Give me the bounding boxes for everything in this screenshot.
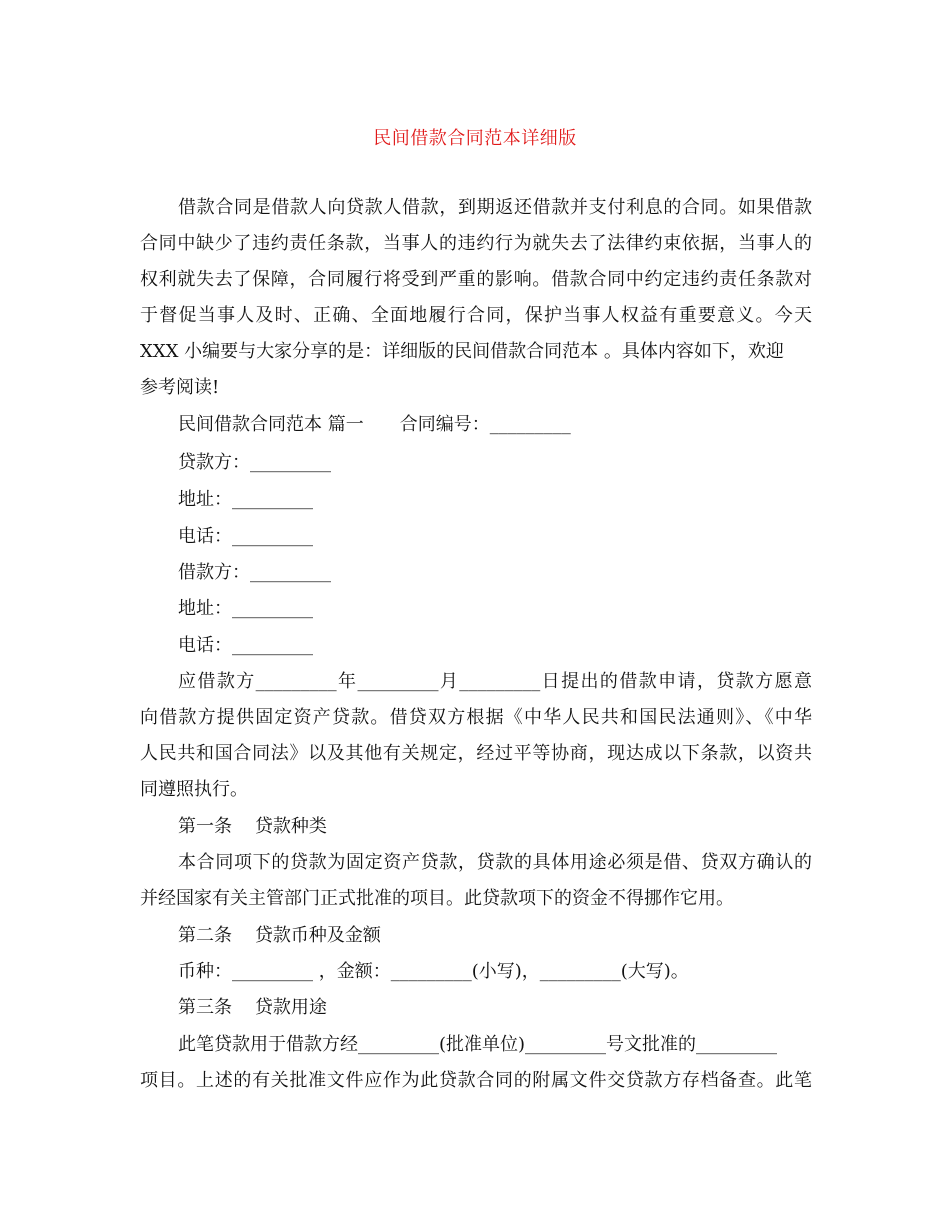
article-3-heading: 第三条 贷款用途 [178,997,327,1018]
preamble-line-1: 应借款方_________年_________月_________日提出的借款申请，贷款方愿意 [178,671,812,692]
borrower-address-field: 地址：_________ [178,598,313,619]
borrower-field: 借款方：_________ [178,562,331,583]
lender-address-field: 地址：_________ [178,489,313,510]
preamble-line-2: 向借款方提供固定资产贷款。借贷双方根据《中华人民共和国民法通则》、《中华 [140,707,812,728]
lender-phone-field: 电话：_________ [178,526,313,547]
document-title: 民间借款合同范本详细版 [373,128,577,149]
borrower-phone-field: 电话：_________ [178,635,313,656]
article-1-heading: 第一条 贷款种类 [178,816,327,837]
intro-line-5: XXX 小编要与大家分享的是：详细版的民间借款合同范本 。具体内容如下，欢迎 [140,341,784,362]
article-1-line-2: 并经国家有关主管部门正式批准的项目。此贷款项下的资金不得挪作它用。 [140,888,734,909]
article-1-line-1: 本合同项下的贷款为固定资产贷款，贷款的具体用途必须是借、贷双方确认的 [178,852,812,873]
section-heading-row [178,413,850,437]
article-2-heading: 第二条 贷款币种及金额 [178,925,381,946]
intro-line-3: 权利就失去了保障，合同履行将受到严重的影响。借款合同中约定违约责任条款对 [140,269,812,290]
article-3-line-2: 项目。上述的有关批准文件应作为此贷款合同的附属文件交贷款方存档备查。此笔 [140,1070,812,1091]
preamble-line-3: 人民共和国合同法》以及其他有关规定，经过平等协商，现达成以下条款，以资共 [140,743,812,764]
intro-line-2: 合同中缺少了违约责任条款，当事人的违约行为就失去了法律约束依据，当事人的 [140,233,812,254]
lender-field: 贷款方：_________ [178,452,331,473]
contract-number-field: 合同编号：_________ [399,414,571,435]
intro-line-6: 参考阅读! [140,377,220,398]
intro-line-1: 借款合同是借款人向贷款人借款，到期返还借款并支付利息的合同。如果借款 [178,197,812,218]
article-3-line-1: 此笔贷款用于借款方经_________(批准单位)_________号文批准的_________ [178,1034,778,1055]
preamble-line-4: 同遵照执行。 [140,779,248,800]
article-2-body: 币种：_________ ，金额：_________(小写)，_________(大写)。 [178,961,689,982]
section-heading: 民间借款合同范本 篇一 [178,414,364,435]
intro-line-4: 于督促当事人及时、正确、全面地履行合同，保护当事人权益有重要意义。今天 [140,305,812,326]
